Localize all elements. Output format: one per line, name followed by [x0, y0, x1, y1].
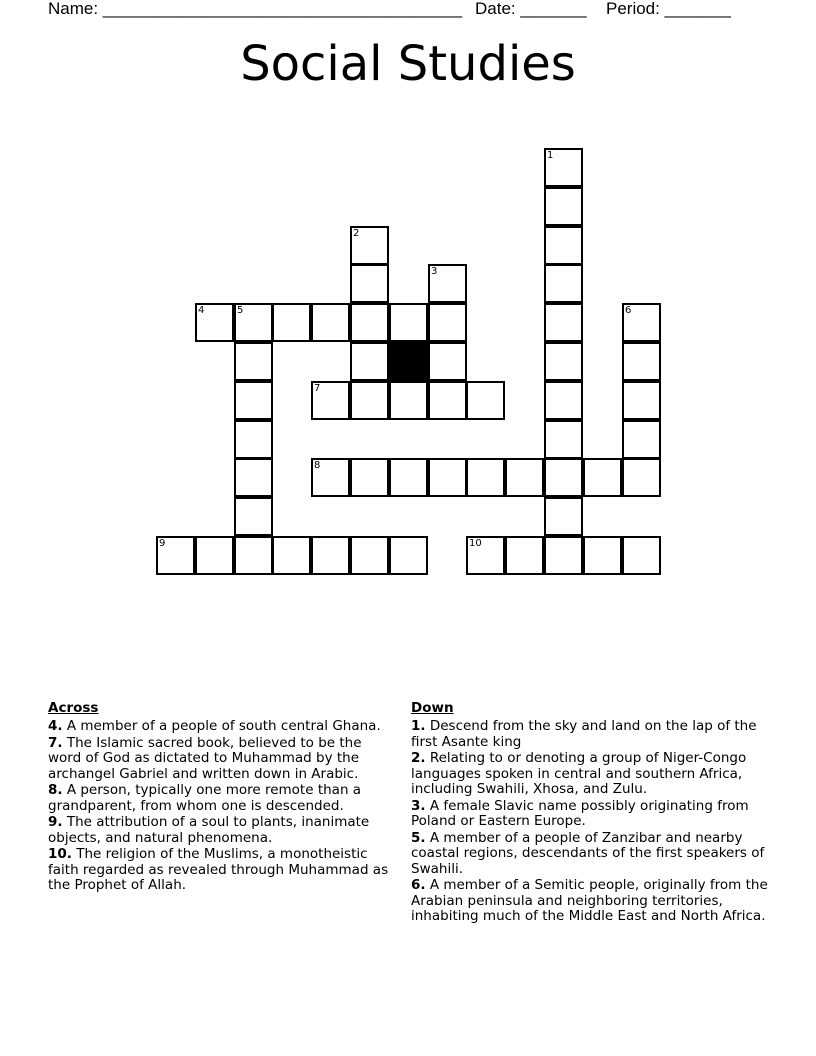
cell-number: 4	[198, 305, 205, 316]
clue-number: 10.	[48, 846, 72, 862]
grid-cell[interactable]	[195, 536, 234, 575]
grid-cell[interactable]	[544, 497, 583, 536]
clue-number: 5.	[411, 829, 426, 846]
grid-cell[interactable]	[622, 303, 661, 342]
grid-cell[interactable]	[389, 458, 428, 497]
clue-text: A member of a Semitic people, originally from the Arabian peninsula and neighboring territories, inhabiting much of the Middle East and North Africa.	[411, 877, 768, 924]
name-field-label: Name: ______________________________________	[48, 0, 463, 18]
clue-number: 3.	[411, 797, 426, 814]
down-heading: Down	[411, 700, 454, 716]
grid-cell[interactable]	[234, 536, 273, 575]
cell-number: 5	[237, 305, 244, 316]
grid-cell[interactable]	[583, 458, 622, 497]
grid-cell[interactable]	[505, 458, 544, 497]
grid-cell[interactable]	[583, 536, 622, 575]
grid-cell[interactable]	[350, 303, 389, 342]
date-field-label: Date: _______	[475, 0, 587, 18]
clue-text: Descend from the sky and land on the lap of the first Asante king	[411, 718, 757, 750]
grid-cell[interactable]	[428, 342, 467, 381]
across-clues	[48, 700, 398, 895]
grid-cell[interactable]	[311, 458, 350, 497]
grid-cell[interactable]	[389, 303, 428, 342]
grid-cell[interactable]	[544, 303, 583, 342]
grid-cell[interactable]	[544, 342, 583, 381]
black-square	[389, 342, 428, 381]
cell-number: 2	[353, 228, 360, 239]
grid-cell[interactable]	[234, 342, 273, 381]
clue-number: 7.	[48, 734, 63, 751]
grid-cell[interactable]	[428, 303, 467, 342]
clue-text: The religion of the Muslims, a monotheistic faith regarded as revealed through Muhammad as the Prophet of Allah.	[48, 846, 389, 893]
grid-cell[interactable]	[544, 381, 583, 420]
clue-text: The attribution of a soul to plants, inanimate objects, and natural phenomena.	[48, 814, 370, 846]
grid-cell[interactable]	[311, 536, 350, 575]
grid-cell[interactable]	[428, 264, 467, 303]
grid-cell[interactable]	[466, 458, 505, 497]
down-clue	[411, 831, 771, 878]
grid-cell[interactable]	[505, 536, 544, 575]
down-clues	[411, 700, 771, 926]
grid-cell[interactable]	[272, 536, 311, 575]
clue-number: 8.	[48, 782, 63, 798]
clue-number: 6.	[411, 877, 426, 893]
grid-cell[interactable]	[234, 420, 273, 459]
grid-cell[interactable]	[350, 536, 389, 575]
grid-cell[interactable]	[622, 381, 661, 420]
grid-cell[interactable]	[544, 187, 583, 226]
page-title: Social Studies	[240, 36, 576, 92]
grid-cell[interactable]	[350, 381, 389, 420]
grid-cell[interactable]	[350, 458, 389, 497]
grid-cell[interactable]	[544, 420, 583, 459]
clue-number: 2.	[411, 750, 426, 766]
grid-cell[interactable]	[544, 458, 583, 497]
across-clue	[48, 783, 398, 814]
grid-cell[interactable]	[428, 458, 467, 497]
grid-cell[interactable]	[311, 381, 350, 420]
across-clue	[48, 719, 398, 735]
grid-cell[interactable]	[234, 497, 273, 536]
clue-text: A person, typically one more remote than a grandparent, from whom one is descended.	[48, 782, 362, 814]
clue-text: A member of a people of south central Ghana.	[66, 718, 381, 734]
grid-cell[interactable]	[234, 458, 273, 497]
grid-cell[interactable]	[622, 458, 661, 497]
grid-cell[interactable]	[389, 536, 428, 575]
grid-cell[interactable]	[622, 420, 661, 459]
down-clue	[411, 719, 771, 750]
across-clue	[48, 815, 398, 846]
down-clue	[411, 799, 771, 830]
cell-number: 9	[159, 538, 166, 549]
grid-cell[interactable]	[350, 264, 389, 303]
down-clue	[411, 878, 771, 925]
grid-cell[interactable]	[311, 303, 350, 342]
grid-cell[interactable]	[466, 536, 505, 575]
across-clue	[48, 847, 398, 894]
cell-number: 10	[469, 538, 482, 549]
grid-cell[interactable]	[428, 381, 467, 420]
grid-cell[interactable]	[350, 342, 389, 381]
grid-cell[interactable]	[389, 381, 428, 420]
clue-number: 9.	[48, 814, 63, 830]
cell-number: 7	[314, 383, 321, 394]
grid-cell[interactable]	[350, 226, 389, 265]
cell-number: 1	[547, 150, 554, 161]
clue-number: 1.	[411, 718, 426, 734]
clue-text: The Islamic sacred book, believed to be the word of God as dictated to Muhammad by the archangel Gabriel and written down in Arabic.	[48, 734, 362, 782]
cell-number: 3	[431, 266, 438, 277]
cell-number: 8	[314, 460, 321, 471]
grid-cell[interactable]	[234, 381, 273, 420]
clue-text: A member of a people of Zanzibar and nearby coastal regions, descendants of the first speakers of Swahili.	[411, 829, 765, 877]
grid-cell[interactable]	[234, 303, 273, 342]
grid-cell[interactable]	[272, 303, 311, 342]
grid-cell[interactable]	[195, 303, 234, 342]
clue-text: Relating to or denoting a group of Niger-Congo languages spoken in central and southern Africa, including Swahili, Xhosa, and Zulu.	[411, 750, 747, 797]
grid-cell[interactable]	[622, 342, 661, 381]
grid-cell[interactable]	[544, 536, 583, 575]
grid-cell[interactable]	[544, 148, 583, 187]
across-heading: Across	[48, 700, 99, 716]
grid-cell[interactable]	[156, 536, 195, 575]
across-clue	[48, 736, 398, 783]
clue-text: A female Slavic name possibly originating from Poland or Eastern Europe.	[411, 797, 749, 829]
cell-number: 6	[625, 305, 632, 316]
clue-number: 4.	[48, 718, 63, 734]
grid-cell[interactable]	[544, 264, 583, 303]
period-field-label: Period: _______	[606, 0, 731, 18]
down-clue	[411, 751, 771, 798]
grid-cell[interactable]	[466, 381, 505, 420]
grid-cell[interactable]	[544, 226, 583, 265]
grid-cell[interactable]	[622, 536, 661, 575]
